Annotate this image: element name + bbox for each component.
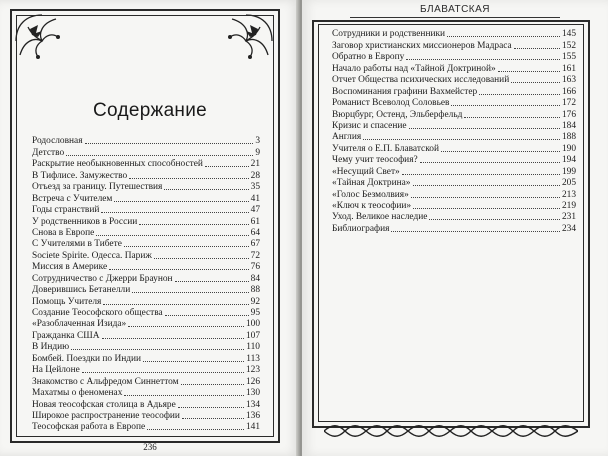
toc-dot-leader — [101, 212, 248, 213]
toc-entry-title: Детство — [32, 147, 65, 158]
toc-entry — [32, 353, 260, 364]
toc-dot-leader — [411, 197, 560, 198]
toc-entry-page: 184 — [561, 120, 576, 131]
running-head-rule — [350, 17, 560, 18]
toc-entry-title: Махатмы о феноменах — [32, 388, 123, 399]
toc-entry-title: Воспоминания графини Вахмейстер — [332, 86, 478, 97]
toc-entry-title: Уход. Великое наследие — [332, 212, 428, 223]
toc-entry-page: 188 — [561, 132, 576, 143]
toc-entry-page: 92 — [250, 296, 260, 307]
toc-entry-title: Библиография — [332, 223, 390, 234]
toc-entry-title: «Тайная Доктрина» — [332, 178, 411, 189]
toc-entry — [332, 178, 576, 189]
toc-entry — [32, 376, 260, 387]
toc-dot-leader — [96, 235, 248, 236]
toc-dot-leader — [178, 407, 244, 408]
toc-entry-page: 28 — [250, 170, 260, 181]
toc-dot-leader — [175, 281, 249, 282]
toc-entry-title: Заговор христианских миссионеров Мадраса — [332, 40, 512, 51]
toc-entry-title: Романист Всеволод Соловьев — [332, 98, 450, 109]
toc-entry-page: 61 — [250, 216, 260, 227]
toc-entry-page: 9 — [255, 147, 260, 158]
toc-dot-leader — [164, 189, 248, 190]
toc-entry — [32, 273, 260, 284]
right-page — [302, 0, 608, 456]
toc-title: Содержание — [92, 100, 208, 121]
toc-dot-leader — [128, 326, 244, 327]
toc-entry-page: 176 — [561, 109, 576, 120]
toc-entry-title: Раскрытие необыкновенных способностей — [32, 159, 203, 170]
toc-entry-title: Сотрудничество с Джерри Браунон — [32, 273, 173, 284]
toc-entry — [332, 143, 576, 154]
toc-entry-page: 84 — [250, 273, 260, 284]
toc-entry — [32, 216, 260, 227]
running-head: БЛАВАТСКАЯ — [419, 4, 491, 15]
toc-entry-title: Встреча с Учителем — [32, 193, 113, 204]
toc-dot-leader — [139, 224, 248, 225]
toc-entry-page: 88 — [250, 285, 260, 296]
toc-entry-page: 76 — [250, 262, 260, 273]
toc-entry — [332, 109, 576, 120]
toc-dot-leader — [165, 315, 249, 316]
toc-entry-page: 136 — [245, 410, 260, 421]
toc-entry-page: 110 — [246, 342, 260, 353]
toc-entry-title: Учителя о Е.П. Блаватской — [332, 143, 439, 154]
toc-entry-title: В Тифлисе. Замужество — [32, 170, 128, 181]
toc-entry — [32, 285, 260, 296]
toc-dot-leader — [82, 372, 244, 373]
toc-entry-title: «Несущий Свет» — [332, 166, 400, 177]
toc-entry — [32, 193, 260, 204]
toc-dot-leader — [429, 219, 560, 220]
toc-entry — [332, 132, 576, 143]
toc-entry-page: 123 — [245, 365, 260, 376]
toc-dot-leader — [132, 292, 248, 293]
toc-entry-title: Создание Теософского общества — [32, 308, 163, 318]
toc-entry-title: Отъезд за границу. Путешествия — [32, 182, 163, 193]
toc-entry — [332, 52, 576, 63]
toc-entry — [32, 159, 260, 170]
toc-entry — [332, 63, 576, 74]
toc-entry-page: 145 — [561, 29, 576, 40]
toc-dot-leader — [391, 231, 560, 232]
toc-dot-leader — [402, 174, 560, 175]
toc-dot-leader — [363, 139, 560, 140]
toc-entry-page: 152 — [561, 40, 576, 51]
toc-dot-leader — [514, 48, 560, 49]
toc-dot-leader — [447, 36, 560, 37]
toc-entry — [332, 40, 576, 51]
toc-entry-page: 21 — [250, 159, 260, 170]
toc-dot-leader — [71, 349, 244, 350]
toc-entry — [332, 121, 576, 132]
toc-entry-page: 199 — [561, 166, 576, 177]
toc-entry — [32, 411, 260, 422]
toc-entry-title: Societe Spirite. Одесса. Париж — [32, 250, 152, 261]
toc-dot-leader — [102, 338, 244, 339]
toc-entry — [32, 365, 260, 376]
toc-entry-title: Чему учит теософия? — [332, 155, 418, 166]
toc-dot-leader — [109, 269, 248, 270]
corner-ornament-top-right — [218, 11, 276, 69]
toc-entry — [32, 330, 260, 341]
toc-dot-leader — [66, 155, 253, 156]
toc-dot-leader — [406, 59, 560, 60]
toc-entry — [32, 182, 260, 193]
toc-entry — [32, 308, 260, 319]
toc-entry-page: 172 — [561, 98, 576, 109]
toc-dot-leader — [103, 304, 248, 305]
toc-entry-title: Гражданка США — [32, 330, 100, 341]
toc-entry — [332, 29, 576, 40]
toc-dot-leader — [124, 246, 249, 247]
toc-entry-page: 130 — [245, 388, 260, 399]
toc-entry — [332, 75, 576, 86]
toc-entry-title: У родственников в России — [32, 216, 138, 227]
toc-entry-title: «Ключ к теософии» — [332, 201, 412, 211]
toc-entry — [332, 201, 576, 212]
toc-entry-page: 100 — [245, 319, 260, 330]
toc-entry-title: Кризис и спасение — [332, 120, 407, 131]
toc-entry-title: В Индию — [32, 342, 70, 353]
toc-entry-title: Обратно в Европу — [332, 52, 405, 63]
toc-entry-page: 64 — [250, 227, 260, 238]
toc-dot-leader — [441, 151, 560, 152]
toc-entry-title: Помощь Учителя — [32, 296, 102, 307]
toc-entry — [32, 342, 260, 353]
toc-entry-title: Снова в Европе — [32, 227, 95, 238]
toc-dot-leader — [143, 361, 244, 362]
toc-entry-title: Годы странствий — [32, 205, 100, 216]
toc-dot-leader — [205, 166, 249, 167]
toc-entry — [332, 212, 576, 223]
toc-entry — [32, 205, 260, 216]
toc-entry — [332, 166, 576, 177]
toc-entry-title: Отчет Общества психических исследований — [332, 75, 510, 86]
toc-entry-page: 113 — [246, 353, 260, 364]
toc-dot-leader — [154, 258, 249, 259]
toc-entry — [32, 250, 260, 261]
toc-entry — [32, 136, 260, 147]
toc-entry — [332, 223, 576, 234]
corner-ornament-top-left — [12, 11, 70, 69]
toc-entry — [32, 319, 260, 330]
toc-dot-leader — [420, 162, 560, 163]
braid-ornament — [324, 424, 578, 438]
left-page — [0, 0, 300, 456]
toc-dot-leader — [182, 418, 244, 419]
toc-entry-title: Доверившись Бетанелли — [32, 285, 131, 296]
toc-entry-page: 72 — [250, 250, 260, 261]
toc-entry — [332, 189, 576, 200]
toc-dot-leader — [479, 94, 560, 95]
toc-entry-page: 166 — [561, 86, 576, 97]
toc-entry-title: Вюрцбург, Остенд, Эльберфельд — [332, 109, 463, 120]
toc-entry — [332, 86, 576, 97]
toc-entry-page: 161 — [561, 63, 576, 74]
toc-entry-title: Знакомство с Альфредом Синнеттом — [32, 376, 179, 387]
toc-entry-page: 141 — [245, 422, 260, 433]
toc-list-right — [332, 29, 576, 235]
toc-entry — [32, 388, 260, 399]
toc-entry — [32, 228, 260, 239]
toc-entry-title: Сотрудники и родственники — [332, 29, 446, 40]
toc-dot-leader — [451, 105, 559, 106]
toc-list-left — [32, 136, 260, 433]
toc-entry-title: Миссия в Америке — [32, 262, 108, 273]
toc-entry — [32, 262, 260, 273]
toc-dot-leader — [129, 178, 248, 179]
toc-entry — [32, 296, 260, 307]
toc-entry-page: 231 — [561, 212, 576, 223]
toc-dot-leader — [413, 208, 560, 209]
toc-dot-leader — [147, 429, 244, 430]
toc-entry — [32, 170, 260, 181]
toc-entry-title: Новая теософская столица в Адьяре — [32, 399, 176, 410]
toc-entry-title: Бомбей. Поездки по Индии — [32, 353, 142, 364]
toc-dot-leader — [409, 128, 560, 129]
toc-entry-page: 163 — [561, 75, 576, 86]
toc-entry-page: 67 — [250, 239, 260, 250]
toc-entry-title: На Цейлоне — [32, 365, 80, 376]
toc-entry-page: 155 — [561, 52, 576, 63]
toc-entry-title: Родословная — [32, 136, 83, 147]
toc-entry-page: 3 — [255, 136, 260, 147]
toc-entry — [32, 422, 260, 433]
toc-entry-title: Начало работы над «Тайной Доктриной» — [332, 63, 496, 74]
toc-dot-leader — [413, 185, 560, 186]
toc-entry-page: 194 — [561, 155, 576, 166]
toc-entry-page: 95 — [250, 308, 260, 318]
toc-entry-title: С Учителями в Тибете — [32, 239, 122, 250]
toc-entry-page: 205 — [561, 178, 576, 189]
toc-dot-leader — [181, 384, 244, 385]
toc-entry-page: 134 — [245, 399, 260, 410]
toc-entry — [332, 155, 576, 166]
toc-entry — [332, 98, 576, 109]
toc-entry-title: Англия — [332, 132, 362, 143]
toc-dot-leader — [114, 201, 248, 202]
toc-entry-title: «Разоблаченная Изида» — [32, 319, 127, 330]
page-number: 236 — [143, 442, 157, 452]
toc-entry-page: 47 — [250, 205, 260, 216]
toc-dot-leader — [498, 71, 560, 72]
toc-entry-title: «Голос Безмолвия» — [332, 189, 409, 200]
toc-entry-page: 213 — [561, 189, 576, 200]
toc-dot-leader — [124, 395, 244, 396]
toc-entry-page: 219 — [561, 201, 576, 211]
toc-entry-page: 190 — [561, 143, 576, 154]
toc-dot-leader — [464, 117, 560, 118]
toc-entry — [32, 239, 260, 250]
toc-entry — [32, 147, 260, 158]
toc-entry-page: 126 — [245, 376, 260, 387]
toc-dot-leader — [85, 143, 254, 144]
toc-entry-page: 234 — [561, 223, 576, 234]
toc-entry-title: Теософская работа в Европе — [32, 422, 146, 433]
toc-entry-page: 107 — [245, 330, 260, 341]
toc-entry-page: 41 — [250, 193, 260, 204]
toc-entry-page: 35 — [250, 182, 260, 193]
toc-entry — [32, 399, 260, 410]
toc-dot-leader — [511, 82, 560, 83]
toc-entry-title: Широкое распространение теософии — [32, 410, 180, 421]
